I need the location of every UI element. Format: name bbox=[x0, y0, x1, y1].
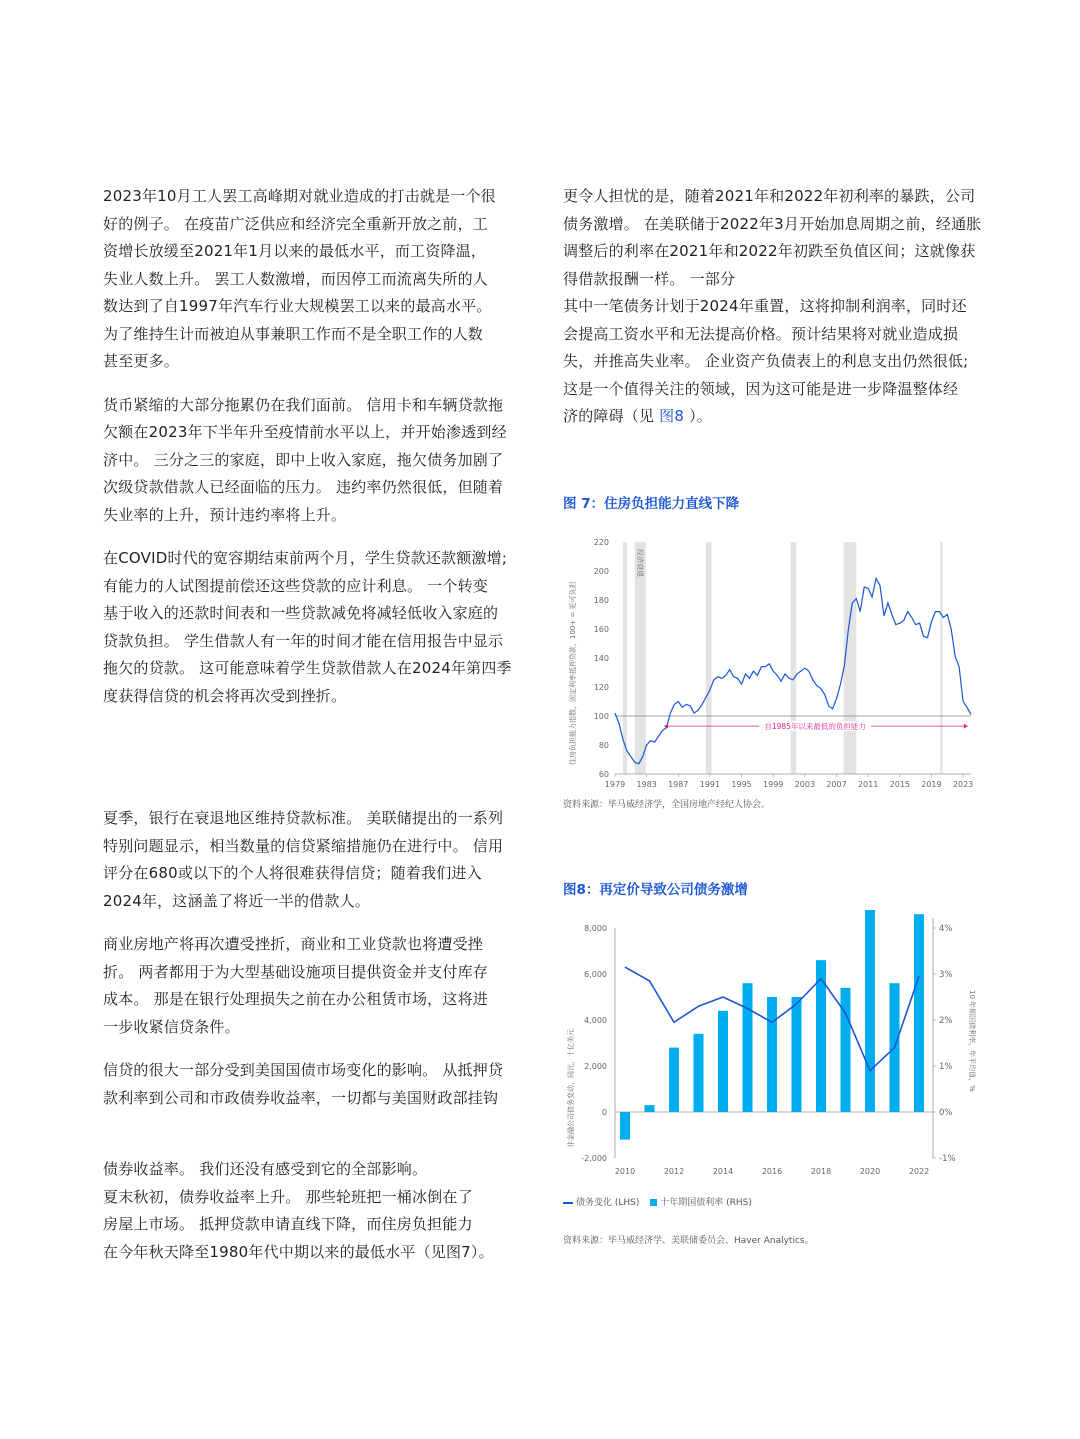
text-line: 评分在680或以下的个人将很难获得信贷；随着我们进入 bbox=[103, 864, 482, 882]
x-tick-label: 2022 bbox=[908, 1167, 930, 1176]
x-tick-label: 1979 bbox=[604, 780, 626, 789]
text-line: 这是一个值得关注的领域，因为这可能是进一步降温整体经 bbox=[563, 379, 959, 398]
annotation-label: 自1985年以来最低的负担能力 bbox=[764, 722, 866, 732]
text-line: 会提高工资水平和无法提高价格。预计结果将对就业造成损 bbox=[563, 324, 959, 343]
right-tick-label: 1% bbox=[939, 1062, 953, 1072]
text-line: 2023年10月工人罢工高峰期对就业造成的打击就是一个很 bbox=[103, 187, 496, 205]
text-line: 甚至更多。 bbox=[103, 352, 180, 370]
x-tick-label: 2010 bbox=[614, 1167, 636, 1176]
x-tick-label: 2012 bbox=[663, 1167, 685, 1176]
text-line: 为了维持生计而被迫从事兼职工作而不是全职工作的人数 bbox=[103, 324, 484, 343]
paragraph-corporate-debt bbox=[563, 183, 983, 431]
text-line: 信贷的很大一部分受到美国国债市场变化的影响。 从抵押贷 bbox=[103, 1061, 504, 1079]
treasury-rate-bar bbox=[718, 1011, 728, 1112]
right-tick-label: 4% bbox=[939, 924, 953, 934]
text-line: 折。 两者都用于为大型基础设施项目提供资金并支付库存 bbox=[103, 962, 488, 981]
left-column-middle bbox=[103, 805, 523, 1128]
left-axis-label: 非金融公司债务变动，同比，十亿美元 bbox=[567, 1029, 575, 1148]
legend-line-swatch bbox=[563, 1202, 573, 1204]
x-tick-label: 2014 bbox=[712, 1167, 734, 1176]
text-line: 失业率的上升，预计违约率将上升。 bbox=[103, 505, 347, 524]
left-tick-label: 2,000 bbox=[584, 1062, 607, 1071]
x-tick-label: 2018 bbox=[810, 1167, 832, 1176]
y-tick-label: 200 bbox=[593, 567, 609, 576]
text-line: 好的例子。 在疫苗广泛供应和经济完全重新开放之前，工 bbox=[103, 214, 488, 233]
text-line: 债券收益率。 我们还没有感受到它的全部影响。 bbox=[103, 1160, 428, 1178]
left-column-bottom bbox=[103, 1156, 523, 1282]
text-line: 拖欠的贷款。 这可能意味着学生贷款借款人在2024年第四季 bbox=[103, 659, 512, 677]
figure-7-title: 图 7：住房负担能力直线下降 bbox=[563, 496, 740, 512]
figure-8-source: 资料来源：毕马威经济学、美联储委员会、Haver Analytics。 bbox=[563, 1236, 814, 1246]
x-tick-label: 1999 bbox=[763, 780, 784, 789]
y-tick-label: 160 bbox=[593, 625, 609, 634]
y-tick-label: 80 bbox=[598, 741, 609, 750]
text-line: 款利率到公司和市政债券收益率，一切都与美国财政部挂钩 bbox=[103, 1088, 499, 1107]
treasury-rate-bar bbox=[669, 1048, 679, 1112]
left-tick-label: 0 bbox=[601, 1108, 607, 1117]
right-tick-label: 0% bbox=[939, 1108, 953, 1118]
text-line: 更令人担忧的是，随着2021年和2022年初利率的暴跌，公司 bbox=[563, 187, 976, 205]
text-line: 有能力的人试图提前偿还这些贷款的应计利息。 一个转变 bbox=[103, 576, 488, 595]
treasury-rate-bar bbox=[841, 988, 851, 1112]
text-line: 在COVID时代的宽容期结束前两个月，学生贷款还款额激增; bbox=[103, 549, 508, 567]
x-tick-label: 2007 bbox=[826, 780, 847, 789]
x-tick-label: 2023 bbox=[952, 780, 974, 789]
recession-band bbox=[791, 542, 797, 774]
treasury-rate-bar bbox=[645, 1105, 655, 1112]
paragraph-bond-yields bbox=[103, 1156, 523, 1266]
right-axis-label: 10 年期国债利率，年平均值，% bbox=[968, 990, 976, 1092]
right-tick-label: 3% bbox=[939, 970, 953, 980]
x-tick-label: 2016 bbox=[761, 1167, 783, 1176]
x-tick-label: 2020 bbox=[859, 1167, 881, 1176]
treasury-rate-bar bbox=[792, 997, 802, 1112]
treasury-rate-bar bbox=[694, 1034, 704, 1112]
y-axis-label: 住房负担能力指数，固定利率抵押贷款，100+ = 更可负担 bbox=[569, 581, 577, 765]
text-line: 贷款负担。 学生借款人有一年的时间才能在信用报告中显示 bbox=[103, 631, 504, 650]
paragraph-monetary-tightening bbox=[103, 392, 523, 530]
text-line: 调整后的利率在2021年和2022年初跌至负值区间；这就像获 bbox=[563, 242, 976, 260]
treasury-rate-bar bbox=[865, 910, 875, 1112]
figure-7-chart bbox=[563, 535, 983, 793]
recession-label: 经济衰退 bbox=[635, 549, 644, 577]
paragraph-corporate-debt-last-line: 济的障碍（见 图8 ）。 bbox=[563, 407, 712, 425]
recession-band bbox=[706, 542, 712, 774]
left-column-top bbox=[103, 183, 523, 726]
paragraph-treasury-market bbox=[103, 1057, 523, 1112]
text-line: 失，并推高失业率。 企业资产负债表上的利息支出仍然很低; bbox=[563, 352, 969, 370]
text-line: 特别问题显示，相当数量的信贷紧缩措施仍在进行中。 信用 bbox=[103, 836, 504, 855]
x-tick-label: 1991 bbox=[699, 780, 721, 789]
x-tick-label: 1983 bbox=[636, 780, 657, 789]
treasury-rate-bar bbox=[767, 997, 777, 1112]
text-line: 资增长放缓至2021年1月以来的最低水平，而工资降温， bbox=[103, 242, 487, 260]
right-column-top bbox=[563, 183, 983, 447]
x-tick-label: 1987 bbox=[668, 780, 689, 789]
treasury-rate-bar bbox=[620, 1112, 630, 1140]
text-line: 基于收入的还款时间表和一些贷款减免将减轻低收入家庭的 bbox=[103, 604, 499, 622]
y-tick-label: 60 bbox=[598, 770, 609, 779]
text-line: 房屋上市场。 抵押贷款申请直线下降，而住房负担能力 bbox=[103, 1215, 473, 1233]
y-tick-label: 180 bbox=[593, 596, 609, 605]
figure-8-legend bbox=[563, 1195, 752, 1208]
text-line: 商业房地产将再次遭受挫折，商业和工业贷款也将遭受挫 bbox=[103, 935, 484, 953]
text-line: 济中。 三分之三的家庭，即中上收入家庭，拖欠债务加剧了 bbox=[103, 450, 504, 469]
text-line: 夏末秋初，债券收益率上升。 那些轮班把一桶冰倒在了 bbox=[103, 1187, 473, 1206]
figure-8-link[interactable]: 图8 bbox=[659, 407, 685, 425]
treasury-rate-bar bbox=[914, 914, 924, 1112]
annotation-arrowhead-right bbox=[964, 724, 968, 729]
paragraph-student-loans bbox=[103, 545, 523, 710]
x-tick-label: 2011 bbox=[857, 780, 879, 789]
figure-8-chart bbox=[563, 910, 983, 1182]
legend-bar-swatch bbox=[650, 1199, 657, 1206]
left-tick-label: 4,000 bbox=[584, 1016, 607, 1025]
legend-debt-change: 债务变化 (LHS) bbox=[576, 1198, 640, 1208]
figure-7-source: 资料来源：毕马威经济学，全国房地产经纪人协会。 bbox=[563, 800, 771, 810]
paragraph-strikes bbox=[103, 183, 523, 376]
paragraph-lending-standards bbox=[103, 805, 523, 915]
text-line: 成本。 那是在银行处理损失之前在办公租赁市场，这将进 bbox=[103, 990, 488, 1008]
text-line: 失业人数上升。 罢工人数激增，而因停工而流离失所的人 bbox=[103, 269, 488, 288]
text-line: 债务激增。 在美联储于2022年3月开始加息周期之前，经通胀 bbox=[563, 214, 982, 233]
legend-treasury-rate: 十年期国债利率 (RHS) bbox=[660, 1198, 752, 1208]
recession-band bbox=[940, 542, 942, 774]
text-line: 度获得信贷的机会将再次受到挫折。 bbox=[103, 686, 347, 705]
y-tick-label: 220 bbox=[593, 538, 609, 547]
text-line: 一步收紧信贷条件。 bbox=[103, 1017, 240, 1036]
text-line: 在今年秋天降至1980年代中期以来的最低水平（见图7）。 bbox=[103, 1242, 494, 1261]
text-line: 得借款报酬一样。 一部分 bbox=[563, 269, 736, 288]
x-tick-label: 2003 bbox=[794, 780, 816, 789]
paragraph-commercial-real-estate bbox=[103, 931, 523, 1041]
right-tick-label: 2% bbox=[939, 1016, 953, 1026]
x-tick-label: 2015 bbox=[889, 780, 910, 789]
text-line: 2024年，这涵盖了将近一半的借款人。 bbox=[103, 891, 370, 910]
left-tick-label: 6,000 bbox=[584, 970, 607, 979]
right-tick-label: -1% bbox=[939, 1154, 956, 1164]
y-tick-label: 140 bbox=[593, 654, 609, 663]
text-line: 数达到了自1997年汽车行业大规模罢工以来的最高水平。 bbox=[103, 297, 492, 315]
text-line: 次级贷款借款人已经面临的压力。 违约率仍然很低，但随着 bbox=[103, 478, 504, 496]
y-tick-label: 120 bbox=[593, 683, 609, 692]
x-tick-label: 2019 bbox=[921, 780, 942, 789]
text-line: 其中一笔债务计划于2024年重置，这将抑制利润率，同时还 bbox=[563, 297, 967, 315]
figure-8-title: 图8：再定价导致公司债务激增 bbox=[563, 882, 748, 898]
text-line: 货币紧缩的大部分拖累仍在我们面前。 信用卡和车辆贷款拖 bbox=[103, 395, 504, 414]
left-tick-label: 8,000 bbox=[584, 924, 607, 933]
text-line: 欠额在2023年下半年升至疫情前水平以上，并开始渗透到经 bbox=[103, 423, 507, 441]
text-line: 夏季，银行在衰退地区维持贷款标准。 美联储提出的一系列 bbox=[103, 809, 504, 827]
treasury-rate-bar bbox=[743, 983, 753, 1112]
y-tick-label: 100 bbox=[593, 712, 609, 721]
left-tick-label: -2,000 bbox=[581, 1154, 607, 1163]
x-tick-label: 1995 bbox=[731, 780, 752, 789]
